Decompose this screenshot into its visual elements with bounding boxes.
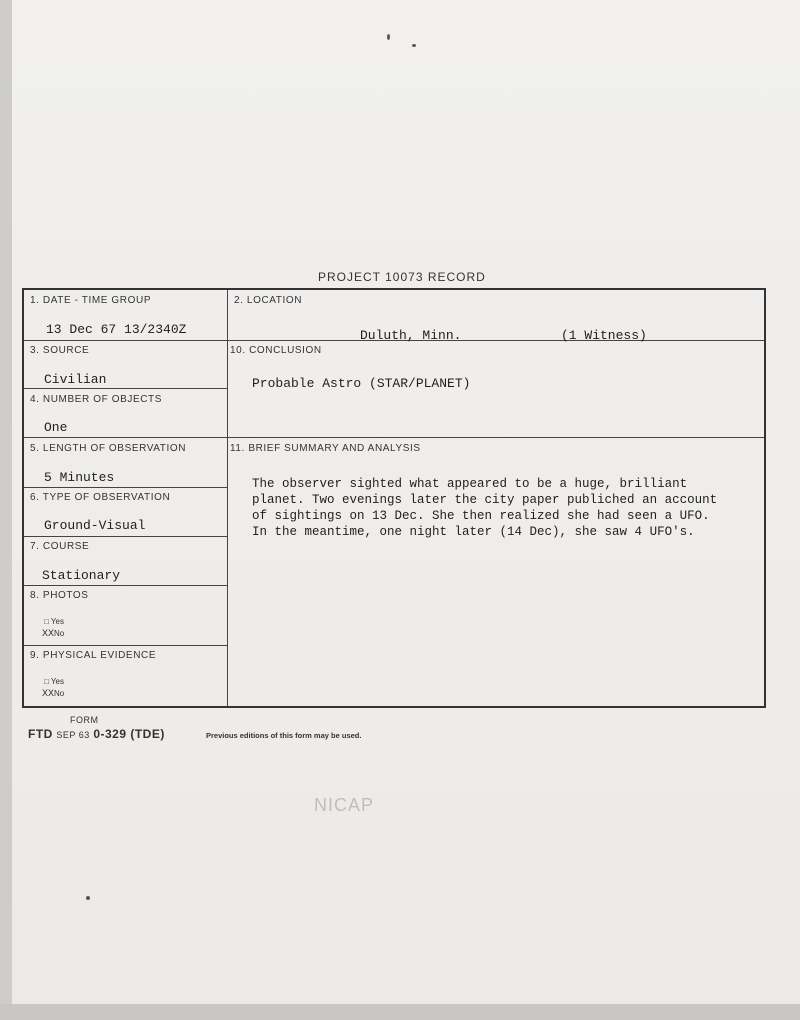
- source-label: 3. SOURCE: [30, 345, 90, 356]
- footer-code-prefix: FTD: [28, 727, 53, 741]
- scan-speck: [86, 896, 90, 900]
- checkbox-icon: □: [44, 617, 49, 626]
- physical-no-option: [42, 689, 64, 700]
- photos-no-option: [42, 629, 64, 640]
- photos-no-mark: XX: [42, 629, 55, 640]
- row-divider: [24, 487, 227, 488]
- source-value: Civilian: [44, 372, 107, 387]
- form-title: PROJECT 10073 RECORD: [318, 270, 486, 284]
- conclusion-label: 10. CONCLUSION: [230, 345, 322, 356]
- row-divider: [24, 645, 227, 646]
- scan-speck: [412, 44, 416, 47]
- witness-count: (1 Witness): [561, 328, 647, 343]
- photos-no-label: No: [54, 629, 65, 638]
- type-label: 6. TYPE OF OBSERVATION: [30, 492, 171, 503]
- footer-date: SEP 63: [56, 730, 90, 740]
- physical-yes-label: Yes: [50, 677, 64, 686]
- physical-yes-option: [44, 677, 64, 686]
- footer-number: 0-329 (TDE): [93, 727, 165, 741]
- num-objects-value: One: [44, 420, 68, 435]
- summary-text: The observer sighted what appeared to be a huge, brilliant planet. Two evenings later the city paper publiched an account of sightings on 13 Dec. She then realized she had seen a UFO. In the meantime, one night later (14 Dec), she saw 4 UFO's.: [252, 477, 718, 539]
- course-label: 7. COURSE: [30, 541, 90, 552]
- length-label: 5. LENGTH OF OBSERVATION: [30, 443, 187, 454]
- location-value: Duluth, Minn.: [360, 328, 462, 343]
- physical-no-mark: XX: [42, 689, 55, 700]
- physical-no-label: No: [54, 689, 65, 698]
- date-time-value: 13 Dec 67 13/2340Z: [46, 322, 187, 337]
- photos-yes-label: Yes: [50, 617, 64, 626]
- physical-label: 9. PHYSICAL EVIDENCE: [30, 650, 157, 661]
- course-value: Stationary: [42, 568, 121, 583]
- num-objects-label: 4. NUMBER OF OBJECTS: [30, 394, 163, 405]
- footer-form-code: [28, 727, 165, 741]
- column-divider: [227, 290, 228, 706]
- footer-note: Previous editions of this form may be used.: [206, 731, 362, 740]
- watermark: NICAP: [314, 795, 375, 815]
- checkbox-icon: □: [44, 677, 49, 686]
- scan-edge-left: [0, 0, 12, 1020]
- photos-yes-option: [44, 617, 64, 626]
- scan-edge-bottom: [0, 1004, 800, 1020]
- type-value: Ground-Visual: [44, 518, 146, 533]
- location-label: 2. LOCATION: [234, 295, 303, 306]
- photos-label: 8. PHOTOS: [30, 590, 89, 601]
- row-divider: [24, 437, 764, 438]
- row-divider: [24, 536, 227, 537]
- date-time-label: 1. DATE - TIME GROUP: [30, 295, 152, 306]
- row-divider: [24, 388, 227, 389]
- summary-label: 11. BRIEF SUMMARY AND ANALYSIS: [230, 443, 421, 454]
- row-divider: [24, 585, 227, 586]
- scan-speck: [387, 34, 390, 40]
- footer-form-label: FORM: [70, 715, 99, 725]
- length-value: 5 Minutes: [44, 470, 115, 485]
- conclusion-value: Probable Astro (STAR/PLANET): [252, 376, 471, 391]
